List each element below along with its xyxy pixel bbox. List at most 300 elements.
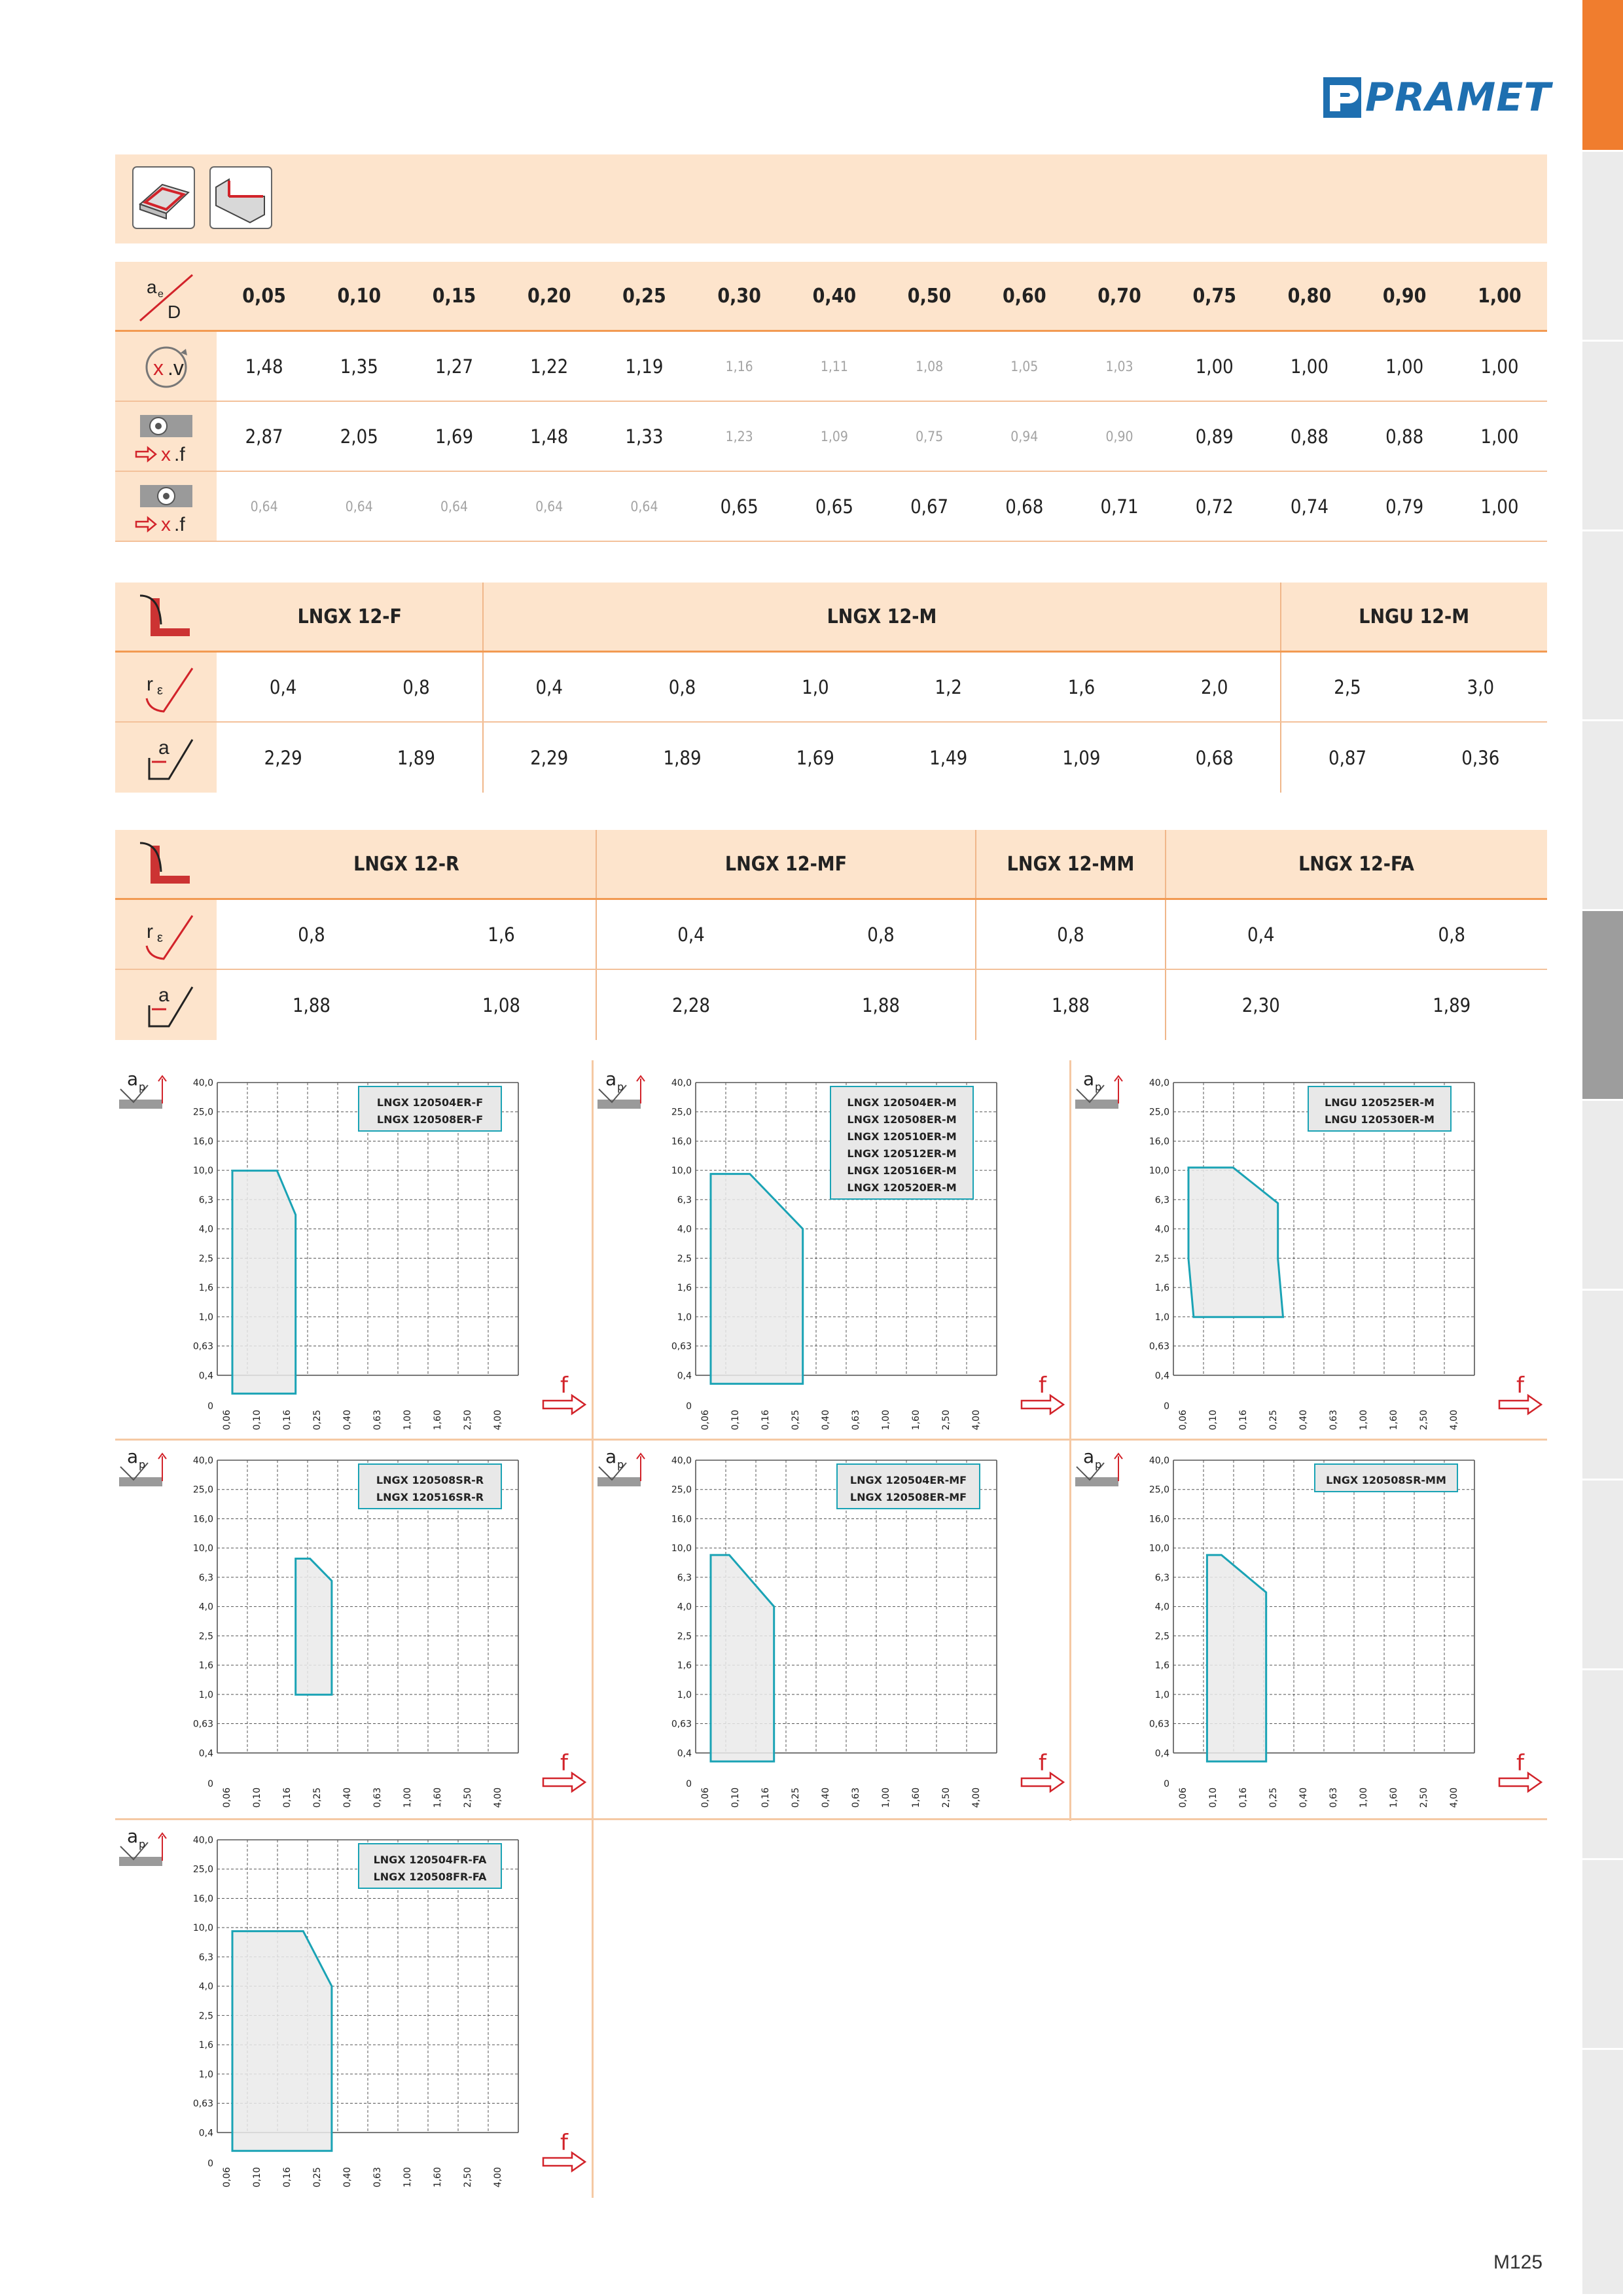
y-tick-label: 0 <box>1164 1401 1169 1412</box>
svg-text:a: a <box>158 984 169 1006</box>
ae-d-ratio-icon <box>115 262 217 330</box>
y-tick-label: 6,3 <box>677 1572 692 1583</box>
ae-column-header: 0,80 <box>1287 284 1332 308</box>
y-tick-label: 4,0 <box>198 1981 213 1992</box>
depth-of-cut-icon <box>119 1446 166 1486</box>
x-tick-label: 4,00 <box>971 1410 982 1431</box>
wiper-length-value: 0,68 <box>1195 746 1234 769</box>
corner-radius-value: 0,4 <box>269 675 297 698</box>
corner-radius-value: 0,4 <box>1247 923 1275 946</box>
wiper-length-value: 2,30 <box>1241 994 1280 1016</box>
x-tick-label: 0,06 <box>222 1787 232 1808</box>
x-tick-label: 4,00 <box>493 2167 503 2188</box>
x-tick-label: 0,06 <box>700 1410 711 1431</box>
chart-lngx-mm <box>1071 1443 1548 1815</box>
x-tick-label: 0,16 <box>1238 1410 1249 1431</box>
ae-coefficient-value: 1,27 <box>435 355 474 378</box>
ae-table-row <box>115 402 1547 472</box>
y-tick-label: 1,0 <box>677 1689 692 1700</box>
x-tick-label: 0,10 <box>252 2167 262 2188</box>
wiper-length-icon <box>115 723 217 793</box>
y-tick-label: 1,0 <box>677 1312 692 1323</box>
svg-text:f: f <box>1039 1372 1046 1399</box>
ae-column-header: 0,15 <box>432 284 476 308</box>
y-tick-label: 0 <box>207 1401 213 1412</box>
ae-coefficient-value: 1,19 <box>625 355 664 378</box>
legend-entry: LNGX 120504ER-M <box>847 1096 957 1109</box>
wiper-length-value: 1,09 <box>1062 746 1101 769</box>
ae-coefficient-value: 0,75 <box>916 428 944 444</box>
y-tick-label: 0,4 <box>677 1748 692 1759</box>
y-tick-label: 6,3 <box>198 1194 213 1206</box>
y-tick-label: 0,4 <box>1154 1748 1169 1759</box>
svg-text:.f: .f <box>174 444 185 463</box>
application-range-area <box>232 1171 296 1394</box>
wiper-length-value: 1,88 <box>292 994 331 1016</box>
x-tick-label: 1,00 <box>1359 1410 1369 1431</box>
ae-table-row <box>115 472 1547 542</box>
svg-text:a: a <box>605 1446 617 1467</box>
y-tick-label: 2,5 <box>198 2011 213 2022</box>
svg-text:f: f <box>560 1372 568 1399</box>
ae-table-row <box>115 332 1547 402</box>
feed-arrow-icon <box>543 2130 585 2171</box>
section-tab[interactable] <box>1582 721 1623 911</box>
section-tab[interactable] <box>1582 2050 1623 2296</box>
ae-coefficient-value: 1,00 <box>1480 425 1519 448</box>
x-tick-label: 0,16 <box>282 2167 293 2188</box>
y-tick-label: 1,0 <box>198 2069 213 2080</box>
ae-coefficient-value: 0,64 <box>250 498 278 514</box>
x-tick-label: 0,10 <box>252 1410 262 1431</box>
y-tick-label: 4,0 <box>677 1224 692 1235</box>
corner-profile-icon <box>115 830 217 898</box>
corner-radius-value: 0,8 <box>668 675 696 698</box>
corner-radius-table-1 <box>115 583 1547 793</box>
wiper-length-value: 1,69 <box>796 746 834 769</box>
ae-coefficient-value: 1,22 <box>530 355 569 378</box>
y-tick-label: 16,0 <box>192 1514 213 1525</box>
ae-coefficient-value: 1,00 <box>1480 495 1519 518</box>
y-tick-label: 1,6 <box>1154 1283 1169 1294</box>
ae-coefficient-value: 0,65 <box>815 495 853 518</box>
ae-coefficient-value: 1,23 <box>725 428 753 444</box>
y-tick-label: 4,0 <box>1154 1602 1169 1613</box>
depth-of-cut-icon <box>1075 1068 1122 1109</box>
svg-text:f: f <box>560 1750 568 1776</box>
chart-lngx-mf <box>594 1443 1070 1815</box>
insert-group-name: LNGX 12-R <box>353 852 459 876</box>
y-tick-label: 0 <box>1164 1779 1169 1789</box>
svg-text:r: r <box>147 921 153 942</box>
x-tick-label: 1,00 <box>881 1410 891 1431</box>
y-tick-label: 40,0 <box>192 1456 213 1466</box>
svg-text:.f: .f <box>174 514 185 533</box>
x-tick-label: 0,25 <box>791 1787 801 1808</box>
ae-coefficient-value: 1,09 <box>820 428 848 444</box>
corner-radius-value: 3,0 <box>1467 675 1495 698</box>
x-tick-label: 0,40 <box>342 1410 353 1431</box>
group-divider <box>1165 900 1166 969</box>
y-tick-label: 16,0 <box>1149 1136 1169 1147</box>
section-tab[interactable] <box>1582 531 1623 721</box>
ae-column-header: 0,20 <box>527 284 571 308</box>
y-tick-label: 6,3 <box>198 1952 213 1963</box>
ae-coefficient-value: 0,64 <box>345 498 373 514</box>
y-tick-label: 16,0 <box>192 1893 213 1905</box>
svg-text:a: a <box>605 1068 617 1090</box>
ae-coefficient-value: 0,79 <box>1385 495 1424 518</box>
svg-text:a: a <box>127 1068 139 1090</box>
legend-entry: LNGX 120508SR-MM <box>1326 1474 1446 1486</box>
operation-header <box>115 154 1547 243</box>
svg-text:a: a <box>1083 1068 1095 1090</box>
x-tick-label: 2,50 <box>463 1410 473 1431</box>
svg-text:p: p <box>139 1458 146 1471</box>
y-tick-label: 25,0 <box>192 1864 213 1875</box>
insert-group-name: LNGX 12-MM <box>1007 852 1135 876</box>
application-range-area <box>232 1931 332 2151</box>
x-tick-label: 0,25 <box>1268 1787 1279 1808</box>
y-tick-label: 16,0 <box>1149 1514 1169 1525</box>
page-number: M125 <box>1493 2251 1543 2273</box>
x-tick-label: 0,63 <box>372 1787 383 1808</box>
section-tab-active[interactable] <box>1582 0 1623 152</box>
x-tick-label: 2,50 <box>941 1410 952 1431</box>
wiper-length-value: 1,89 <box>397 746 435 769</box>
ae-coefficient-value: 0,88 <box>1385 425 1424 448</box>
x-tick-label: 0,16 <box>760 1787 771 1808</box>
corner-radius-value: 0,4 <box>677 923 705 946</box>
y-tick-label: 40,0 <box>671 1456 692 1466</box>
ae-coefficient-value: 0,68 <box>1005 495 1044 518</box>
corner-radius-value: 1,0 <box>802 675 829 698</box>
section-tab-current[interactable] <box>1582 911 1623 1101</box>
x-tick-label: 1,60 <box>911 1787 921 1808</box>
svg-text:p: p <box>1095 1458 1102 1471</box>
legend-entry: LNGU 120530ER-M <box>1325 1113 1435 1126</box>
ae-coefficient-value: 1,00 <box>1385 355 1424 378</box>
group-divider <box>596 970 597 1040</box>
section-tab[interactable] <box>1582 1480 1623 1670</box>
corner-radius-value: 0,8 <box>1057 923 1084 946</box>
ae-coefficient-value: 1,00 <box>1195 355 1234 378</box>
x-tick-label: 2,50 <box>463 2167 473 2188</box>
depth-of-cut-icon <box>119 1068 166 1109</box>
corner-radius-value: 2,0 <box>1201 675 1228 698</box>
section-tab[interactable] <box>1582 1101 1623 1291</box>
application-range-area <box>296 1558 332 1695</box>
ae-column-header: 1,00 <box>1478 284 1522 308</box>
corner-radius-row <box>115 653 1547 723</box>
chart-legend <box>359 1844 501 1888</box>
y-tick-label: 1,6 <box>677 1283 692 1294</box>
depth-of-cut-icon <box>119 1825 166 1866</box>
wiper-length-icon <box>115 970 217 1040</box>
x-tick-label: 0,16 <box>760 1410 771 1431</box>
svg-text:f: f <box>560 2130 568 2156</box>
ae-coefficient-value: 1,03 <box>1105 358 1133 374</box>
y-tick-label: 1,0 <box>198 1312 213 1323</box>
x-tick-label: 2,50 <box>1419 1410 1429 1431</box>
x-tick-label: 1,00 <box>402 1410 413 1431</box>
legend-entry: LNGX 120512ER-M <box>847 1147 957 1160</box>
y-tick-label: 1,0 <box>198 1689 213 1700</box>
wiper-length-value: 1,88 <box>861 994 901 1016</box>
svg-text:p: p <box>617 1458 624 1471</box>
ae-coefficient-value: 1,35 <box>340 355 378 378</box>
x-tick-label: 0,63 <box>851 1787 861 1808</box>
brand-name: PRAMET <box>1365 75 1552 120</box>
y-tick-label: 25,0 <box>1149 1107 1169 1118</box>
legend-entry: LNGX 120508ER-M <box>847 1113 957 1126</box>
svg-text:p: p <box>139 1081 146 1093</box>
y-tick-label: 2,5 <box>677 1631 692 1642</box>
svg-text:ε: ε <box>157 931 163 945</box>
y-tick-label: 16,0 <box>192 1136 213 1147</box>
ae-coefficient-value: 1,00 <box>1480 355 1519 378</box>
ae-column-header: 0,50 <box>907 284 952 308</box>
x-tick-label: 4,00 <box>1449 1787 1459 1808</box>
corner-table-header <box>115 830 1547 900</box>
ae-coefficient-value: 1,05 <box>1010 358 1039 374</box>
ae-coefficient-value: 0,90 <box>1105 428 1133 444</box>
wiper-length-value: 1,89 <box>663 746 702 769</box>
corner-radius-value: 2,5 <box>1334 675 1361 698</box>
group-divider <box>1280 583 1281 651</box>
x-tick-label: 4,00 <box>971 1787 982 1808</box>
pramet-logo-icon <box>1323 77 1361 118</box>
application-range-area <box>1188 1168 1283 1317</box>
x-tick-label: 0,40 <box>342 1787 353 1808</box>
y-tick-label: 10,0 <box>192 1166 213 1177</box>
x-tick-label: 0,40 <box>821 1410 831 1431</box>
ae-column-header: 0,90 <box>1382 284 1427 308</box>
x-tick-label: 1,00 <box>881 1787 891 1808</box>
x-tick-label: 0,63 <box>851 1410 861 1431</box>
ae-coefficient-value: 0,74 <box>1290 495 1329 518</box>
legend-entry: LNGX 120504FR-FA <box>373 1854 487 1866</box>
svg-text:p: p <box>139 1838 146 1850</box>
wiper-length-row <box>115 970 1547 1040</box>
application-range-area <box>711 1555 774 1761</box>
ae-coefficient-value: 1,00 <box>1290 355 1329 378</box>
wiper-length-value: 0,36 <box>1461 746 1500 769</box>
y-tick-label: 10,0 <box>671 1166 692 1177</box>
section-tab[interactable] <box>1582 152 1623 342</box>
svg-text:a: a <box>147 277 157 297</box>
y-tick-label: 0,63 <box>192 1341 213 1352</box>
ae-coefficient-value: 0,94 <box>1010 428 1039 444</box>
y-tick-label: 1,6 <box>677 1660 692 1672</box>
wiper-length-value: 1,49 <box>929 746 968 769</box>
y-tick-label: 0,63 <box>1149 1719 1169 1730</box>
ae-column-header: 0,75 <box>1192 284 1237 308</box>
y-tick-label: 0,4 <box>198 1748 213 1759</box>
ae-column-header: 0,60 <box>1003 284 1046 308</box>
chart-legend <box>837 1464 980 1509</box>
section-tab[interactable] <box>1582 1860 1623 2050</box>
group-divider <box>1280 723 1281 793</box>
y-tick-label: 6,3 <box>198 1572 213 1583</box>
x-tick-label: 0,25 <box>791 1410 801 1431</box>
y-tick-label: 40,0 <box>1149 1078 1169 1088</box>
corner-radius-table-2 <box>115 830 1547 1041</box>
ae-coefficient-value: 0,64 <box>535 498 563 514</box>
insert-group-name: LNGX 12-M <box>827 605 937 628</box>
ae-coefficient-value: 2,87 <box>245 425 283 448</box>
corner-radius-value: 1,6 <box>488 923 515 946</box>
legend-entry: LNGX 120516ER-M <box>847 1164 957 1177</box>
feed-arrow-icon <box>543 1372 585 1414</box>
y-tick-label: 0 <box>686 1401 692 1412</box>
corner-table-header <box>115 583 1547 653</box>
x-tick-label: 0,10 <box>252 1787 262 1808</box>
section-tab[interactable] <box>1582 342 1623 531</box>
ae-coefficient-value: 0,67 <box>910 495 949 518</box>
x-tick-label: 4,00 <box>493 1787 503 1808</box>
svg-text:.v: .v <box>168 356 184 380</box>
x-tick-label: 1,60 <box>433 1410 443 1431</box>
x-tick-label: 0,63 <box>372 1410 383 1431</box>
corner-radius-value: 0,8 <box>1438 923 1465 946</box>
insert-group-name: LNGU 12-M <box>1359 605 1470 628</box>
y-tick-label: 2,5 <box>677 1253 692 1265</box>
svg-text:a: a <box>127 1446 139 1467</box>
ae-column-header: 0,10 <box>337 284 382 308</box>
corner-radius-value: 0,8 <box>402 675 430 698</box>
wiper-length-value: 1,08 <box>482 994 521 1016</box>
x-tick-label: 0,25 <box>312 1787 323 1808</box>
y-tick-label: 0,4 <box>198 1371 213 1382</box>
ae-correction-table <box>115 262 1547 542</box>
legend-entry: LNGX 120504ER-MF <box>849 1474 967 1486</box>
section-tab[interactable] <box>1582 1670 1623 1860</box>
group-divider <box>975 970 976 1040</box>
x-tick-label: 0,10 <box>730 1410 741 1431</box>
feed-arrow-icon <box>1499 1750 1541 1791</box>
ae-column-header: 0,30 <box>717 284 761 308</box>
y-tick-label: 6,3 <box>1154 1194 1169 1206</box>
group-divider <box>1280 653 1281 721</box>
x-tick-label: 4,00 <box>1449 1410 1459 1431</box>
chart-lngx-m <box>594 1066 1070 1437</box>
x-tick-label: 1,60 <box>433 1787 443 1808</box>
x-tick-label: 1,00 <box>402 1787 413 1808</box>
group-divider <box>482 583 484 651</box>
feed-arrow-icon <box>543 1750 585 1791</box>
x-tick-label: 0,63 <box>372 2167 383 2188</box>
wiper-length-value: 0,87 <box>1329 746 1367 769</box>
y-tick-label: 10,0 <box>192 1923 213 1934</box>
group-divider <box>975 900 976 969</box>
chart-legend <box>830 1086 973 1199</box>
ae-coefficient-value: 1,48 <box>530 425 569 448</box>
ae-coefficient-value: 0,64 <box>440 498 469 514</box>
x-tick-label: 0,10 <box>730 1787 741 1808</box>
ae-coefficient-value: 0,72 <box>1195 495 1234 518</box>
group-divider <box>596 900 597 969</box>
chart-lngx-f <box>115 1066 592 1437</box>
x-tick-label: 0,06 <box>1178 1410 1188 1431</box>
wiper-length-value: 2,28 <box>671 994 711 1016</box>
legend-entry: LNGX 120516SR-R <box>376 1491 484 1503</box>
y-tick-label: 40,0 <box>1149 1456 1169 1466</box>
y-tick-label: 2,5 <box>1154 1253 1169 1265</box>
group-divider <box>975 830 976 898</box>
svg-text:r: r <box>147 673 153 695</box>
x-tick-label: 2,50 <box>941 1787 952 1808</box>
group-divider <box>596 830 597 898</box>
svg-text:a: a <box>1083 1446 1095 1467</box>
wiper-length-row <box>115 723 1547 793</box>
section-tab[interactable] <box>1582 1291 1623 1480</box>
y-tick-label: 1,0 <box>1154 1689 1169 1700</box>
legend-entry: LNGX 120508SR-R <box>376 1474 484 1486</box>
ae-coefficient-value: 0,89 <box>1195 425 1234 448</box>
svg-text:e: e <box>158 289 164 300</box>
wiper-length-value: 1,88 <box>1051 994 1090 1016</box>
x-tick-label: 2,50 <box>1419 1787 1429 1808</box>
x-tick-label: 0,40 <box>821 1787 831 1808</box>
chart-legend <box>359 1464 501 1509</box>
ae-coefficient-value: 0,88 <box>1290 425 1329 448</box>
y-tick-label: 4,0 <box>198 1602 213 1613</box>
svg-text:f: f <box>1039 1750 1046 1776</box>
y-tick-label: 10,0 <box>671 1543 692 1554</box>
group-divider <box>482 723 484 793</box>
ae-column-header: 0,25 <box>622 284 666 308</box>
y-tick-label: 25,0 <box>1149 1484 1169 1496</box>
y-tick-label: 25,0 <box>192 1484 213 1496</box>
depth-of-cut-icon <box>1075 1446 1122 1486</box>
y-tick-label: 0,4 <box>677 1371 692 1382</box>
y-tick-label: 16,0 <box>671 1136 692 1147</box>
depth-of-cut-icon <box>597 1068 645 1109</box>
y-tick-label: 0,63 <box>671 1719 692 1730</box>
y-tick-label: 25,0 <box>192 1107 213 1118</box>
y-tick-label: 1,6 <box>198 2040 213 2051</box>
y-tick-label: 0,4 <box>1154 1371 1169 1382</box>
ae-coefficient-value: 0,71 <box>1100 495 1139 518</box>
svg-text:a: a <box>158 737 169 759</box>
legend-entry: LNGX 120508ER-F <box>376 1113 484 1126</box>
y-tick-label: 0,63 <box>671 1341 692 1352</box>
legend-entry: LNGX 120508ER-MF <box>849 1491 967 1503</box>
y-tick-label: 0 <box>207 2159 213 2169</box>
y-tick-label: 1,6 <box>198 1660 213 1672</box>
group-divider <box>1165 830 1166 898</box>
ae-coefficient-value: 1,11 <box>820 358 848 374</box>
x-tick-label: 0,63 <box>1329 1410 1339 1431</box>
y-tick-label: 2,5 <box>198 1631 213 1642</box>
group-divider <box>482 653 484 721</box>
corner-radius-value: 0,8 <box>298 923 325 946</box>
x-tick-label: 4,00 <box>493 1410 503 1431</box>
chart-legend <box>359 1086 501 1131</box>
y-tick-label: 4,0 <box>1154 1224 1169 1235</box>
speed-coefficient-icon <box>115 332 217 401</box>
y-tick-label: 2,5 <box>1154 1631 1169 1642</box>
application-range-area <box>711 1174 803 1384</box>
x-tick-label: 1,60 <box>1389 1787 1399 1808</box>
chart-divider <box>115 1439 1547 1441</box>
y-tick-label: 0,4 <box>198 2128 213 2139</box>
legend-entry: LNGX 120508FR-FA <box>373 1871 487 1883</box>
svg-text:x: x <box>161 514 171 533</box>
y-tick-label: 1,6 <box>198 1283 213 1294</box>
brand-logo <box>1323 73 1551 122</box>
